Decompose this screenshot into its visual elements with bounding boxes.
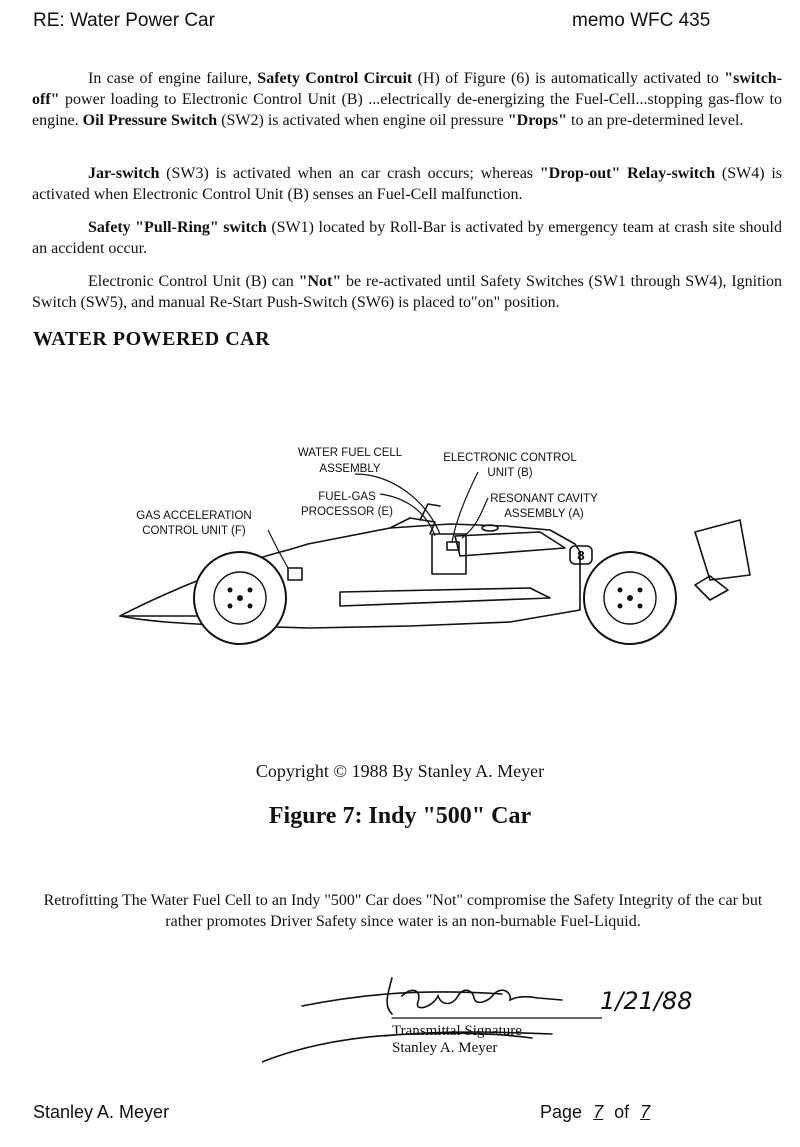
paragraph-pull-ring (32, 217, 782, 259)
leader-resonant (462, 498, 488, 538)
front-hub (237, 595, 243, 601)
signature-label: Transmittal Signature (392, 1023, 522, 1039)
car-number: 8 (577, 548, 585, 563)
memo-number: memo WFC 435 (572, 10, 711, 31)
text-run: (H) of Figure (6) is automatically activated to (412, 70, 725, 87)
bold-run: Jar-switch (88, 165, 160, 182)
text-run: (SW1) located by Roll-Bar is activated by emergency team at crash site should an accident occur. (32, 219, 783, 257)
figure-caption: Figure 7: Indy "500" Car (268, 803, 532, 829)
label-resonant-2: ASSEMBLY (A) (504, 508, 584, 520)
bold-run: "Not" (298, 273, 342, 290)
label-water-fuel-cell-2: ASSEMBLY (319, 463, 381, 475)
leader-gas-accel (268, 530, 288, 568)
text-run: power loading to Electronic Control Unit (B) ...electrically de-energizing the Fuel-Cell...stopping gas-flow to engine. (32, 91, 782, 129)
retrofit-paragraph: Retrofitting The Water Fuel Cell to an Indy "500" Car does "Not" compromise the Safety Integrity of the car but rather promotes Driver Safety since water is an non-burnable Fuel-Liquid. (43, 892, 763, 930)
signature-date: 1/21/88 (600, 987, 693, 1015)
label-ecu-1: ELECTRONIC CONTROL (443, 452, 577, 464)
paragraph-safety-circuit (32, 68, 782, 131)
indy-car-diagram (110, 440, 760, 670)
text-run: In case of engine failure, (88, 70, 258, 87)
page-prefix: Page (540, 1102, 583, 1122)
label-gas-accel-2: CONTROL UNIT (F) (142, 525, 246, 537)
fuel-cell-box (432, 534, 466, 574)
bold-run: Safety Control Circuit (257, 70, 413, 87)
text-run: Electronic Control Unit (B) can (88, 273, 299, 290)
signer-name: Stanley A. Meyer (392, 1040, 498, 1056)
handwritten-signature (262, 966, 602, 1076)
memo-subject: RE: Water Power Car (33, 10, 215, 31)
label-ecu-2: UNIT (B) (487, 467, 533, 479)
gas-accel-box (288, 568, 302, 580)
label-fuel-gas-1: FUEL-GAS (318, 491, 376, 503)
side-pod (340, 588, 550, 606)
text-run: (SW2) is activated when engine oil pressure (217, 112, 508, 129)
car-body-outline (120, 524, 580, 628)
paragraph-reactivation (32, 271, 782, 313)
engine-cover (455, 532, 565, 556)
bold-run: Safety "Pull-Ring" switch (88, 219, 267, 236)
label-water-fuel-cell-1: WATER FUEL CELL (297, 447, 403, 459)
page-total: 7 (640, 1102, 651, 1122)
bold-run: "Drops" (507, 112, 568, 129)
copyright: Copyright © 1988 By Stanley A. Meyer (255, 761, 545, 781)
bold-run: "Drop-out" Relay-switch (539, 165, 716, 182)
section-heading: WATER POWERED CAR (33, 328, 271, 350)
bold-run: "switch-off" (32, 70, 783, 108)
page-of: of (614, 1102, 630, 1122)
leader-ecu (452, 472, 478, 542)
text-run: (SW3) is activated when an car crash occurs; whereas (159, 165, 540, 182)
label-fuel-gas-2: PROCESSOR (E) (300, 506, 394, 518)
footer-author: Stanley A. Meyer (33, 1102, 170, 1122)
page-current: 7 (593, 1102, 604, 1122)
paragraph-jar-switch (32, 163, 782, 205)
rear-wing (695, 520, 750, 580)
label-gas-accel-1: GAS ACCELERATION (136, 510, 252, 522)
text-run: (SW4) is activated when Electronic Control Unit (B) senses an Fuel-Cell malfunction. (32, 165, 783, 203)
text-run: to an pre-determined level. (567, 112, 744, 129)
page-number (540, 1102, 656, 1123)
bold-run: Oil Pressure Switch (82, 112, 218, 129)
label-resonant-1: RESONANT CAVITY (490, 493, 598, 505)
rear-hub (627, 595, 633, 601)
text-run: be re-activated until Safety Switches (SW1 through SW4), Ignition Switch (SW5), and manual Re-Start Push-Switch (SW6) is placed to"on" position. (32, 273, 782, 311)
